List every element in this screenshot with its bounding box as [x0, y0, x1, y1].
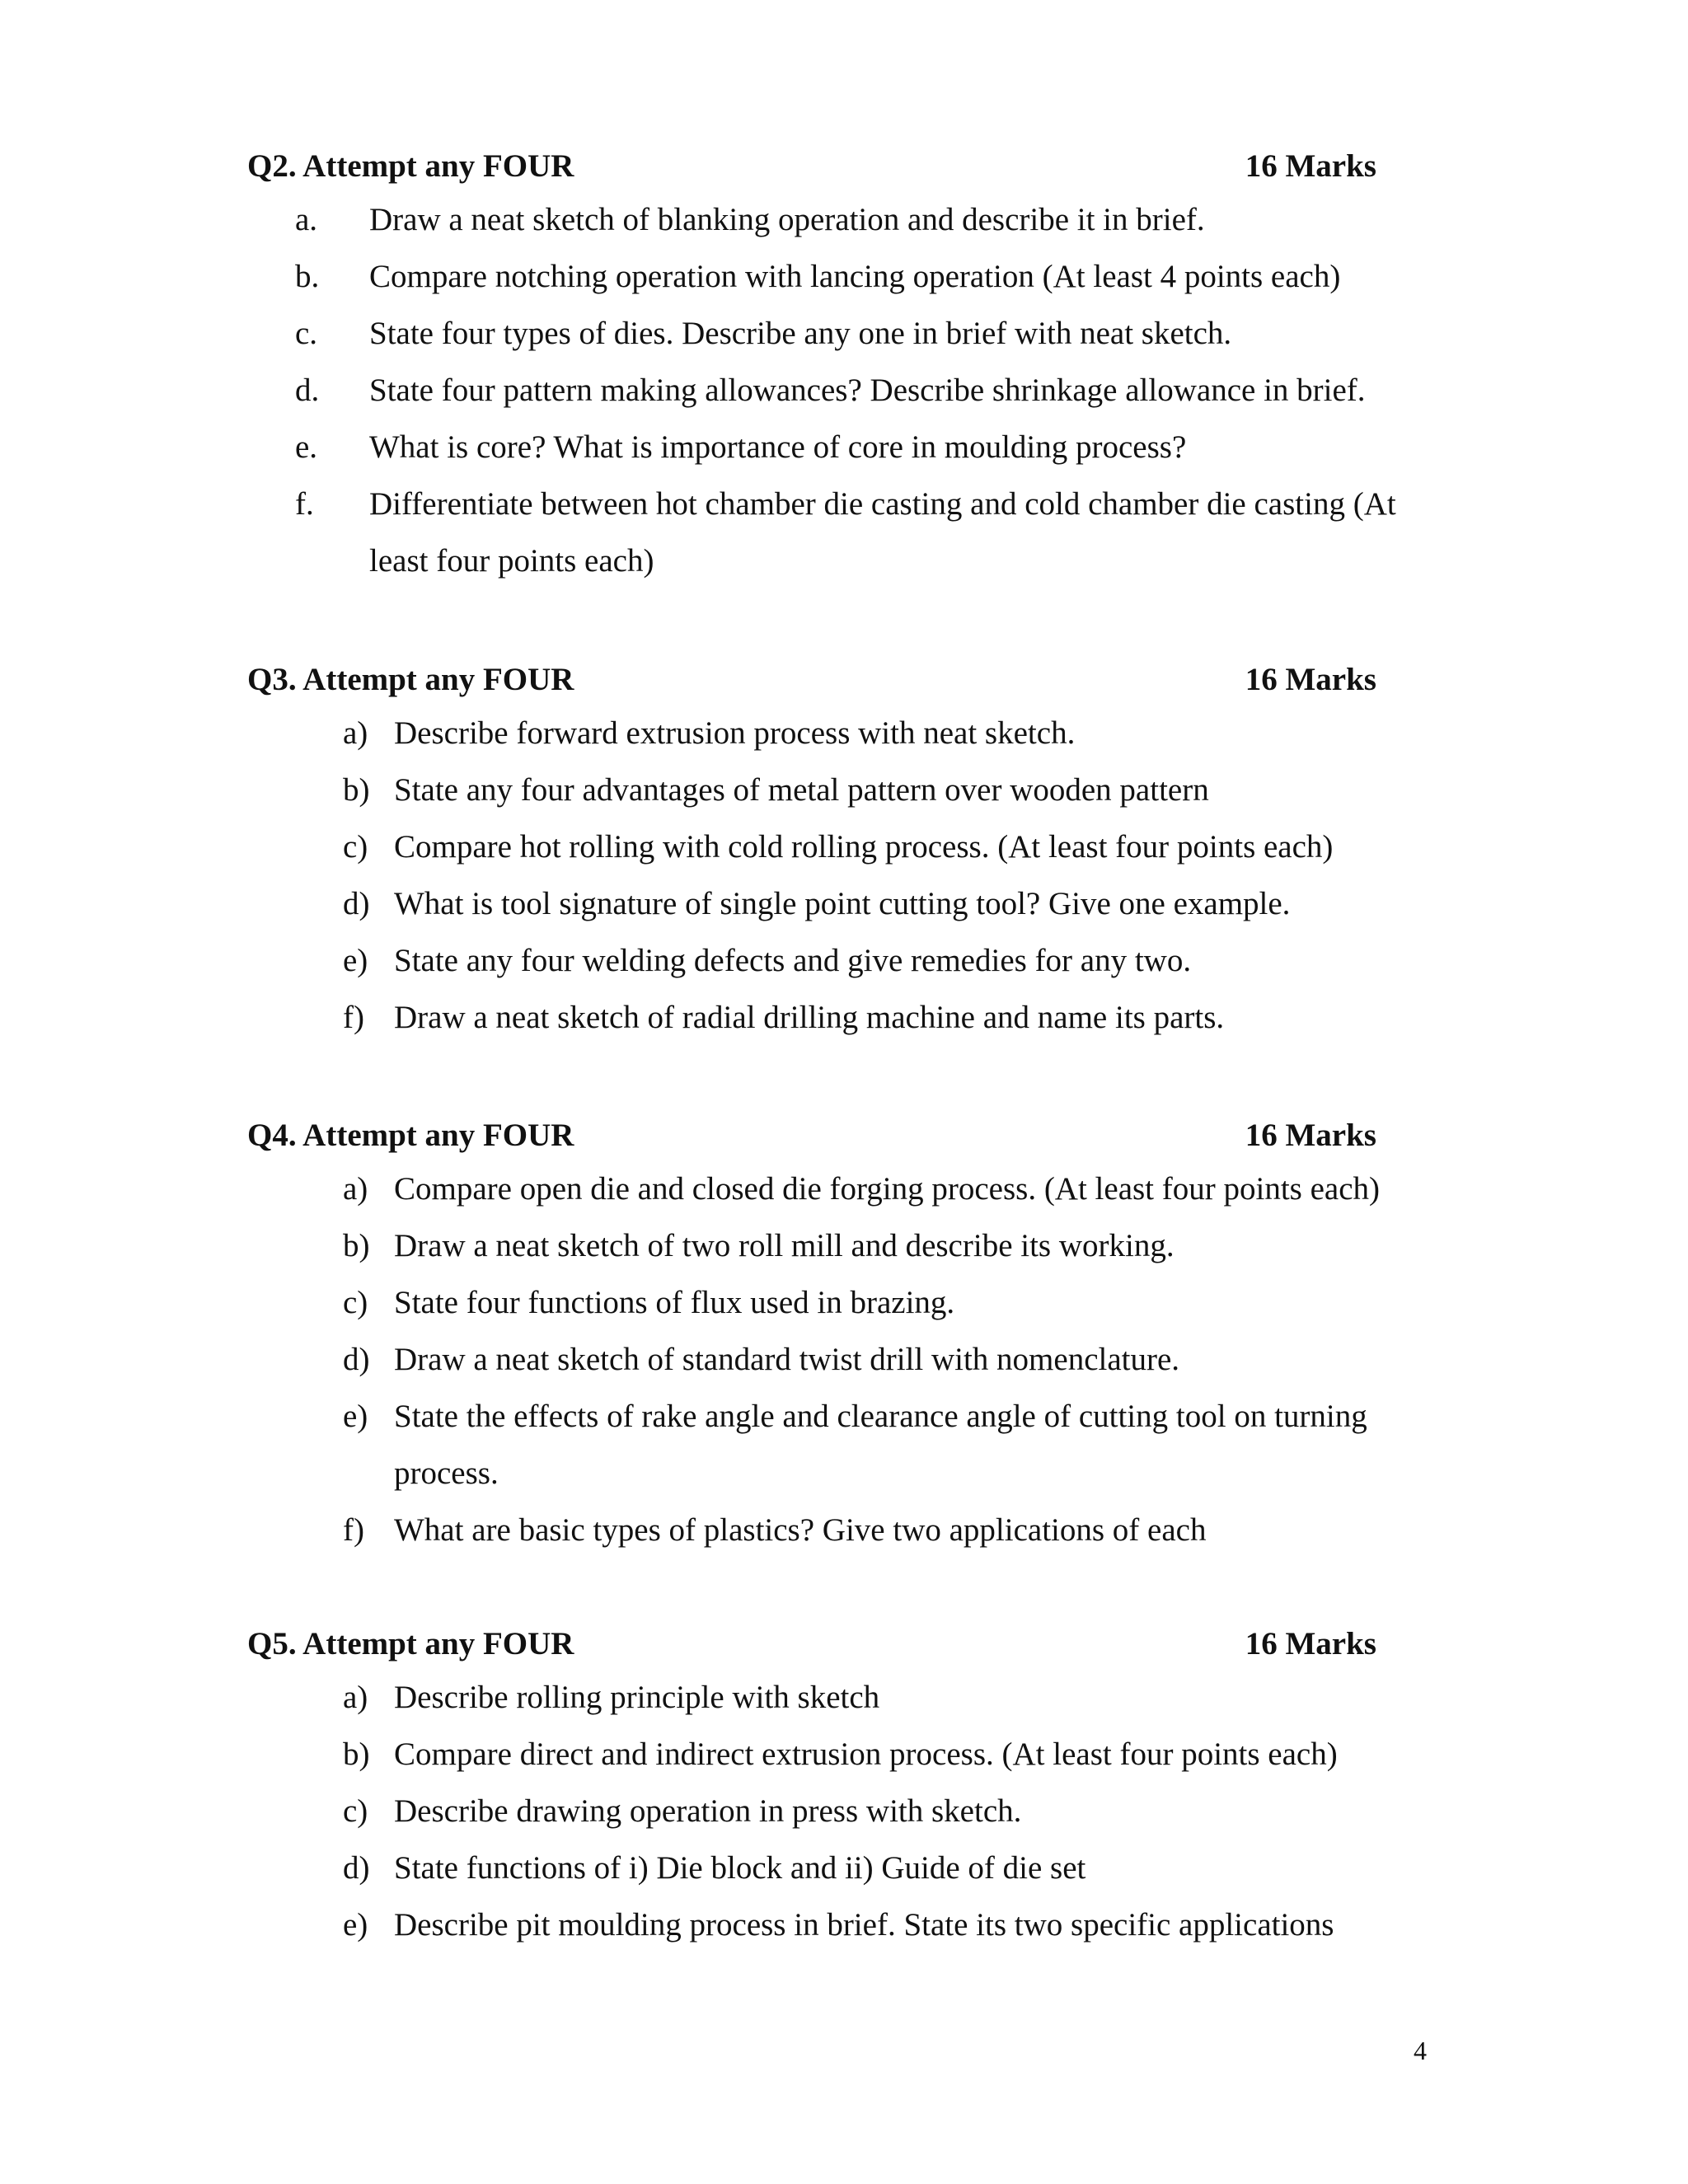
page-number: 4: [1414, 2036, 1427, 2065]
question-item: [0, 1896, 1688, 1953]
question-title: Q2. Attempt any FOUR: [247, 148, 574, 184]
question-item: [0, 818, 1688, 875]
question-item: [0, 1274, 1688, 1331]
question-item: [0, 1217, 1688, 1274]
question-item: [0, 932, 1688, 989]
item-label: e): [343, 1399, 368, 1434]
item-label: e): [343, 1907, 368, 1943]
question-header: [247, 1111, 1376, 1160]
item-text-line: What is core? What is importance of core in moulding process?: [369, 429, 1187, 465]
question-item: [0, 1388, 1688, 1502]
question-item: [0, 875, 1688, 932]
question-header: [247, 655, 1376, 705]
item-label: b.: [295, 259, 320, 294]
question-item: [0, 762, 1688, 818]
item-label: d): [343, 886, 370, 921]
item-text-line: Draw a neat sketch of standard twist drill with nomenclature.: [394, 1342, 1180, 1377]
item-text-line: State four pattern making allowances? Describe shrinkage allowance in brief.: [369, 373, 1366, 408]
question-item: [0, 248, 1688, 305]
item-text-line: State any four welding defects and give remedies for any two.: [394, 943, 1192, 978]
item-label: c): [343, 829, 368, 865]
question-title: Q3. Attempt any FOUR: [247, 662, 574, 697]
item-text-line: Differentiate between hot chamber die casting and cold chamber die casting (At: [369, 486, 1396, 522]
item-text-line: Compare hot rolling with cold rolling process. (At least four points each): [394, 829, 1334, 865]
question-marks: 16 Marks: [1245, 148, 1376, 184]
question-item: [0, 1160, 1688, 1217]
question-item: [0, 705, 1688, 762]
question-item: [0, 1502, 1688, 1558]
item-text-line: State four types of dies. Describe any one in brief with neat sketch.: [369, 316, 1232, 351]
item-label: b): [343, 1228, 370, 1263]
item-label: d.: [295, 373, 320, 408]
item-text-line: State the effects of rake angle and clearance angle of cutting tool on turning: [394, 1399, 1367, 1434]
item-label: a.: [295, 202, 318, 237]
item-text-line: Compare open die and closed die forging process. (At least four points each): [394, 1171, 1381, 1207]
item-text-line: Describe rolling principle with sketch: [394, 1680, 880, 1715]
item-label: d): [343, 1342, 370, 1377]
item-label: b): [343, 772, 370, 808]
question-header: [247, 1619, 1376, 1669]
question-item: [0, 419, 1688, 476]
question-item: [0, 1331, 1688, 1388]
item-text-line: Draw a neat sketch of blanking operation and describe it in brief.: [369, 202, 1205, 237]
item-label: b): [343, 1736, 370, 1772]
item-text-line: Draw a neat sketch of radial drilling machine and name its parts.: [394, 1000, 1225, 1035]
question-title: Q5. Attempt any FOUR: [247, 1626, 574, 1661]
question-marks: 16 Marks: [1245, 1118, 1376, 1153]
question-item: [0, 362, 1688, 419]
item-text-line: State four functions of flux used in brazing.: [394, 1285, 955, 1320]
item-label: d): [343, 1850, 370, 1886]
item-label: e.: [295, 429, 318, 465]
item-text-line: Compare notching operation with lancing operation (At least 4 points each): [369, 259, 1341, 294]
item-text-line: What are basic types of plastics? Give two applications of each: [394, 1512, 1207, 1548]
question-item: [0, 989, 1688, 1046]
item-text-line: Describe drawing operation in press with sketch.: [394, 1793, 1022, 1829]
item-label: f): [343, 1512, 364, 1548]
item-text-line: least four points each): [369, 543, 654, 579]
item-label: a): [343, 1171, 368, 1207]
item-text-line: Describe pit moulding process in brief. State its two specific applications: [394, 1907, 1334, 1943]
question-title: Q4. Attempt any FOUR: [247, 1118, 574, 1153]
item-label: f.: [295, 486, 314, 522]
item-text-line: Compare direct and indirect extrusion process. (At least four points each): [394, 1736, 1338, 1772]
item-label: f): [343, 1000, 364, 1035]
question-item: [0, 1669, 1688, 1726]
item-text-line: Draw a neat sketch of two roll mill and describe its working.: [394, 1228, 1175, 1263]
question-item: [0, 1783, 1688, 1840]
item-label: a): [343, 715, 368, 751]
question-item: [0, 191, 1688, 248]
item-text-line: State functions of i) Die block and ii) Guide of die set: [394, 1850, 1086, 1886]
item-label: c): [343, 1793, 368, 1829]
question-marks: 16 Marks: [1245, 1626, 1376, 1661]
item-text-line: State any four advantages of metal pattern over wooden pattern: [394, 772, 1209, 808]
item-label: e): [343, 943, 368, 978]
item-label: a): [343, 1680, 368, 1715]
item-label: c): [343, 1285, 368, 1320]
question-marks: 16 Marks: [1245, 662, 1376, 697]
item-text-line: What is tool signature of single point cutting tool? Give one example.: [394, 886, 1291, 921]
question-item: [0, 305, 1688, 362]
question-item: [0, 1840, 1688, 1896]
item-text-line: Describe forward extrusion process with neat sketch.: [394, 715, 1076, 751]
item-label: c.: [295, 316, 318, 351]
item-text-line: process.: [394, 1455, 499, 1491]
question-item: [0, 476, 1688, 589]
question-item: [0, 1726, 1688, 1783]
question-header: [247, 142, 1376, 191]
